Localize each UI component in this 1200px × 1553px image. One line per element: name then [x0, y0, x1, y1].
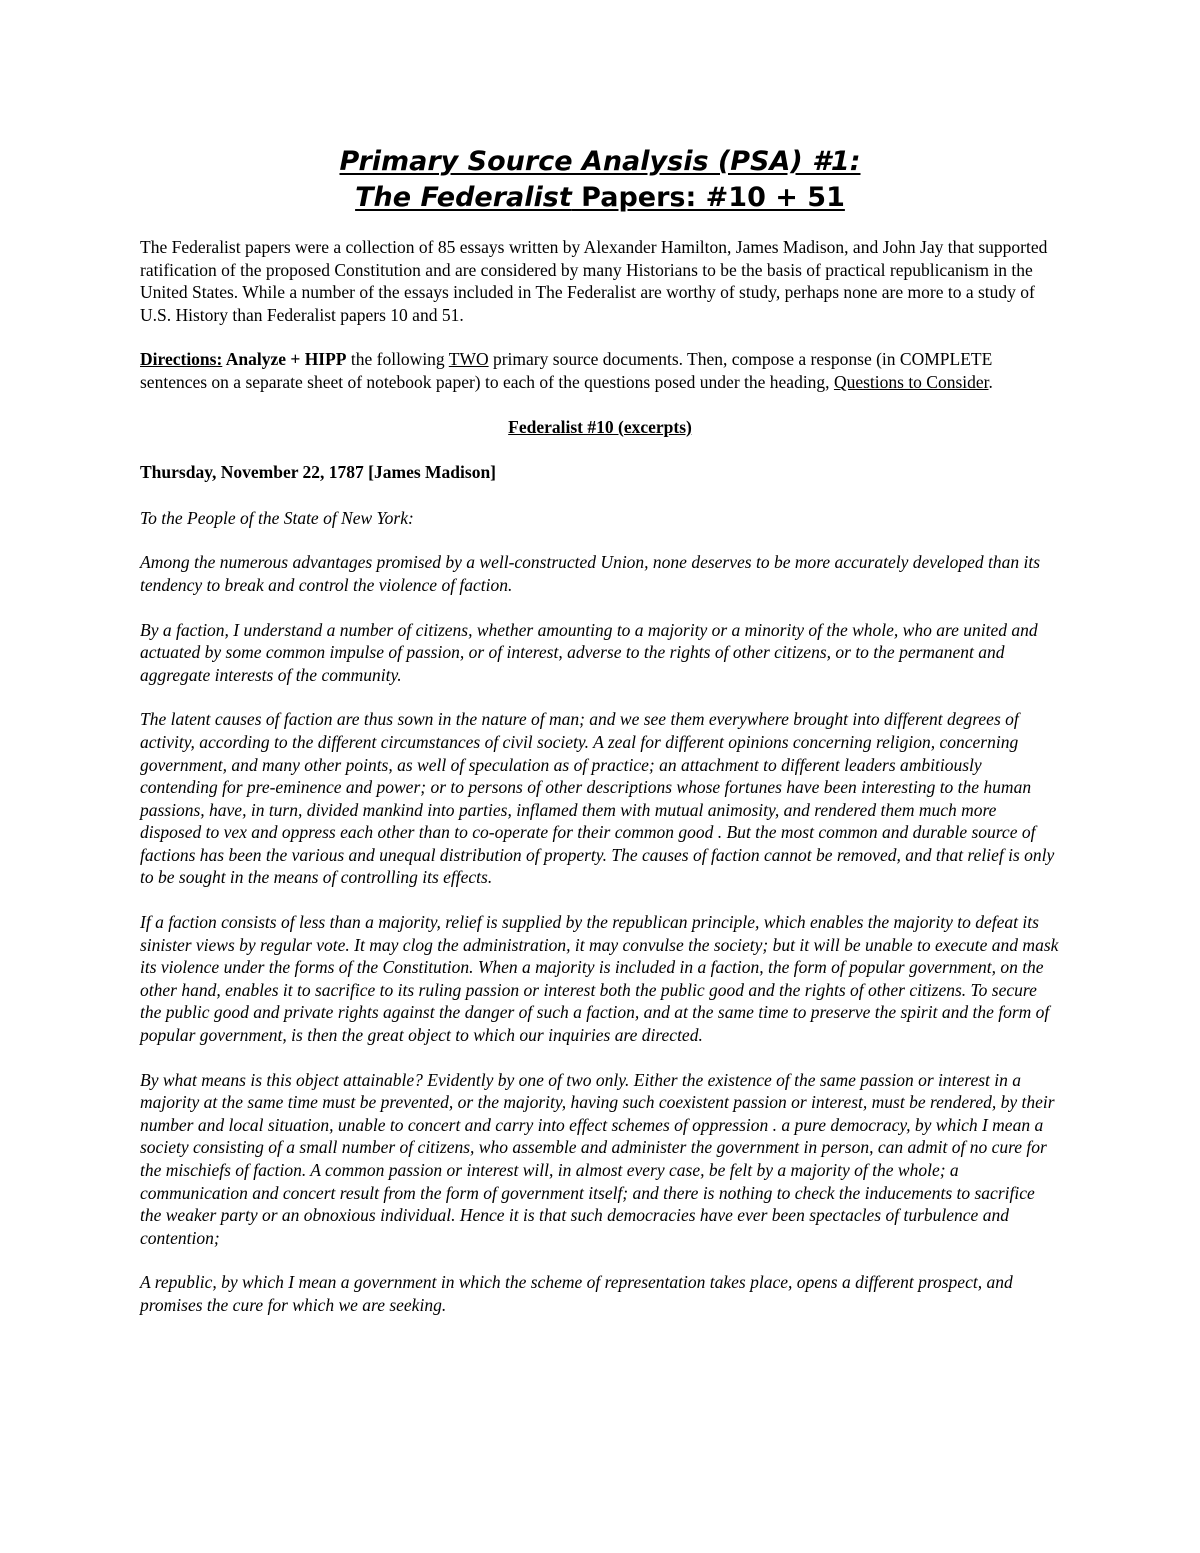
intro-paragraph: The Federalist papers were a collection of 85 essays written by Alexander Hamilton, James Madison, and John Jay that supported ratification of the proposed Constitution and are considered by many Historians to be the basis of practical republicanism in the United States. While a number of the essays included in The Federalist are worthy of study, perhaps none are more to a study of U.S. History than Federalist papers 10 and 51. [140, 237, 1048, 325]
directions-paragraph [140, 348, 1060, 393]
excerpt-paragraph: A republic, by which I mean a government in which the scheme of representation takes place, opens a different prospect, and promises the cure for which we are seeking. [140, 1272, 1013, 1315]
title-papers-numbers: Papers: #10 + 51 [571, 182, 845, 213]
salutation: To the People of the State of New York: [140, 507, 414, 528]
title-line-1: Primary Source Analysis (PSA) #1: [339, 146, 861, 177]
directions-two: TWO [448, 349, 489, 370]
document-title [140, 144, 1060, 216]
section-heading: Federalist #10 (excerpts) [508, 416, 692, 437]
document-page [140, 138, 1060, 1317]
directions-label: Directions: [140, 349, 223, 370]
excerpt-paragraph: By a faction, I understand a number of citizens, whether amounting to a majority or a minority of the whole, who are united and actuated by some common impulse of passion, or of interest, adverse to the rights of other citizens, or to the permanent and aggregate interests of the community. [140, 619, 1038, 685]
title-line-2 [140, 180, 1060, 216]
directions-text-1: the following [346, 349, 449, 370]
excerpt-paragraph: By what means is this object attainable? Evidently by one of two only. Either the existence of the same passion or interest in a majority at the same time must be prevented, or the majority, having such coexistent passion or interest, must be rendered, by their number and local situation, unable to concert and carry into effect schemes of oppression . a pure democracy, by which I mean a society consisting of a small number of citizens, who assemble and administer the government in person, can admit of no cure for the mischiefs of faction. A common passion or interest will, in almost every case, be felt by a majority of the whole; a communication and concert result from the form of government itself; and there is nothing to check the inducements to sacrifice the weaker party or an obnoxious individual. Hence it is that such democracies have ever been spectacles of turbulence and contention; [140, 1069, 1055, 1248]
directions-end: . [988, 371, 993, 392]
title-federalist-italic: The Federalist [355, 182, 572, 213]
dateline: Thursday, November 22, 1787 [James Madison] [140, 462, 497, 483]
excerpt-paragraph: The latent causes of faction are thus sown in the nature of man; and we see them everywhere brought into different degrees of activity, according to the different circumstances of civil society. A zeal for different opinions concerning religion, concerning government, and many other points, as well of speculation as of practice; an attachment to different leaders ambitiously contending for pre-eminence and power; or to persons of other descriptions whose fortunes have been interesting to the human passions, have, in turn, divided mankind into parties, inflamed them with mutual animosity, and rendered them much more disposed to vex and oppress each other than to co-operate for their common good . But the most common and durable source of factions has been the various and unequal distribution of property. The causes of faction cannot be removed, and that relief is only to be sought in the means of controlling its effects. [140, 709, 1055, 888]
directions-text-2: primary source documents. Then, compose a response (in COMPLETE sentences on a separate sheet of notebook paper) to each of the questions posed under the heading, [140, 349, 993, 392]
directions-analyze: Analyze + HIPP [222, 349, 347, 370]
excerpt-paragraph: If a faction consists of less than a majority, relief is supplied by the republican principle, which enables the majority to defeat its sinister views by regular vote. It may clog the administration, it may convulse the society; but it will be unable to execute and mask its violence under the forms of the Constitution. When a majority is included in a faction, the form of popular government, on the other hand, enables it to sacrifice to its ruling passion or interest both the public good and the rights of other citizens. To secure the public good and private rights against the danger of such a faction, and at the same time to preserve the spirit and the form of popular government, is then the great object to which our inquiries are directed. [140, 912, 1059, 1046]
excerpt-paragraph: Among the numerous advantages promised by a well-constructed Union, none deserves to be more accurately developed than its tendency to break and control the violence of faction. [140, 552, 1041, 595]
directions-questions-heading: Questions to Consider [833, 371, 989, 392]
